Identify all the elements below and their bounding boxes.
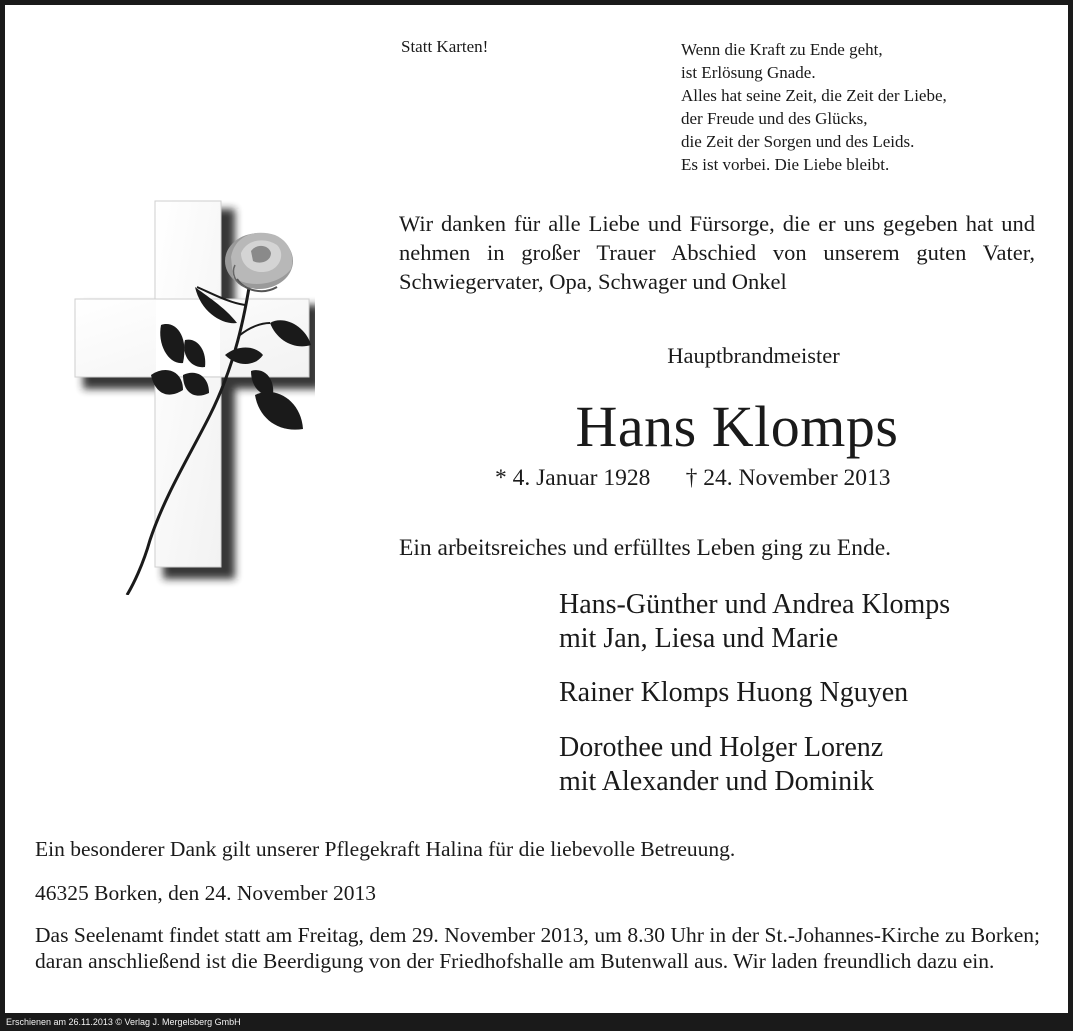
family-line: mit Jan, Liesa und Marie (559, 623, 839, 654)
poem-line: Es ist vorbei. Die Liebe bleibt. (681, 155, 890, 174)
place-date: 46325 Borken, den 24. November 2013 (35, 881, 376, 905)
family-group (559, 731, 883, 799)
family-line: Hans-Günther und Andrea Klomps (559, 589, 951, 620)
poem-line: der Freude und des Glücks, (681, 109, 868, 128)
poem-line: Alles hat seine Zeit, die Zeit der Liebe, (681, 86, 947, 105)
cross-with-rose-icon (65, 195, 315, 595)
intro-paragraph: Wir danken für alle Liebe und Fürsorge, die er uns gegeben hat und nehmen in großer Trauer Abschied von unserem guten Vater, Schwiegervater, Opa, Schwager und Onkel (399, 211, 1035, 294)
family-line: Dorothee und Holger Lorenz (559, 732, 884, 763)
rank-title-row (5, 343, 1073, 369)
family-line: Rainer Klomps Huong Nguyen (559, 677, 909, 708)
funeral-info: Das Seelenamt findet statt am Freitag, dem 29. November 2013, um 8.30 Uhr in der St.-Johannes-Kirche zu Borken; daran anschließend ist die Beerdigung von der Friedhofshalle am Butenwall aus. Wir laden freundlich dazu ein. (35, 923, 1040, 973)
thanks-line: Ein besonderer Dank gilt unserer Pflegekraft Halina für die liebevolle Betreuung. (35, 837, 736, 861)
family-group (559, 588, 950, 656)
statt-karten-label: Statt Karten! (401, 37, 489, 56)
birth-date: * 4. Januar 1928 (495, 465, 651, 491)
publication-footer: Erschienen am 26.11.2013 © Verlag J. Mergelsberg GmbH (0, 1013, 1073, 1031)
life-dates (495, 465, 891, 492)
poem-line: die Zeit der Sorgen und des Leids. (681, 132, 915, 151)
poem-line: Wenn die Kraft zu Ende geht, (681, 40, 883, 59)
rank-title: Hauptbrandmeister (667, 343, 840, 368)
poem (681, 38, 947, 176)
death-date: † 24. November 2013 (685, 465, 891, 491)
family-group (559, 676, 908, 710)
life-line: Ein arbeitsreiches und erfülltes Leben ging zu Ende. (399, 535, 892, 561)
poem-line: ist Erlösung Gnade. (681, 63, 816, 82)
family-line: mit Alexander und Dominik (559, 766, 874, 797)
deceased-name: Hans Klomps (575, 394, 899, 459)
